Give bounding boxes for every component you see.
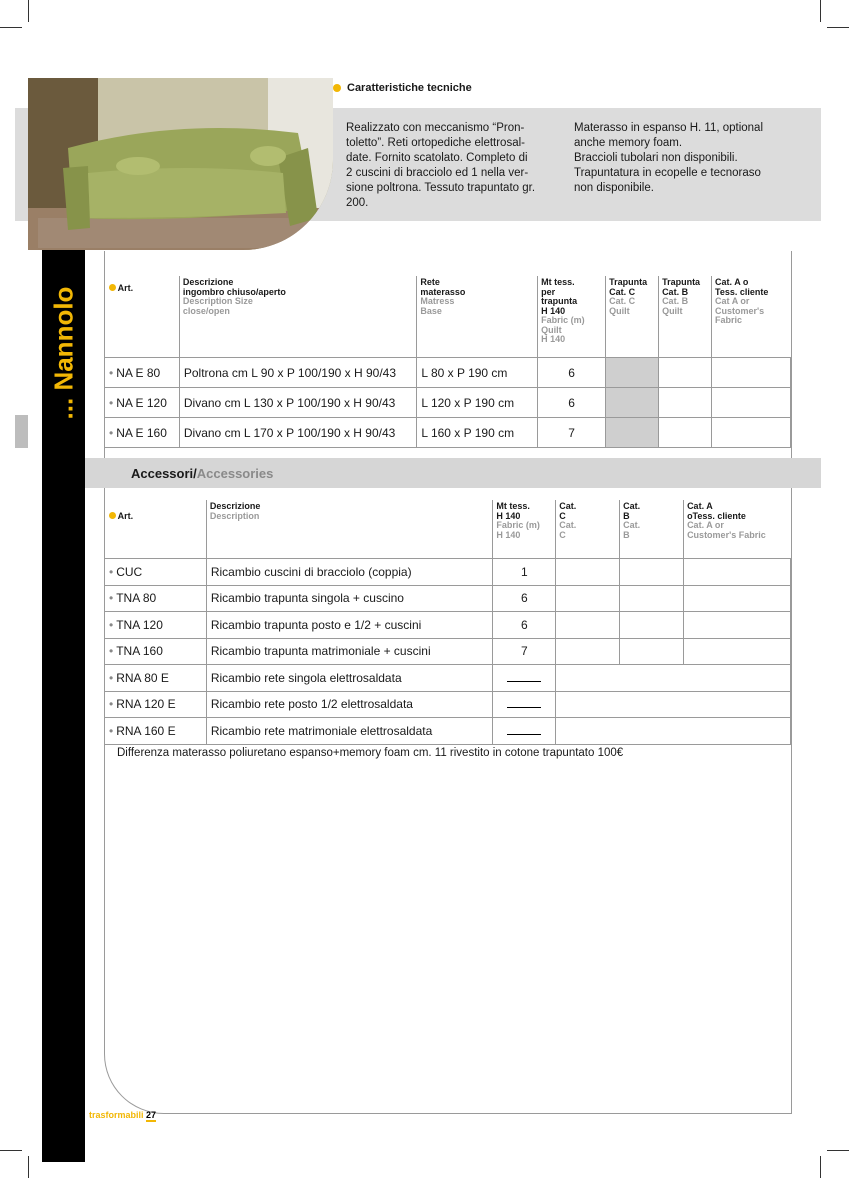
spec-text-col2: Materasso in espanso H. 11, optional anche memory foam. Braccioli tubolari non disponibili. Trapuntatura in ecopelle e tecnoraso non disponibile. [574,122,764,194]
cell-description: Divano cm L 130 x P 100/190 x H 90/43 [179,388,417,418]
accessories-title: Accessori/Accessories [131,466,274,481]
cell-art: • TNA 80 [105,585,207,612]
cell-art: • CUC [105,559,207,586]
cell-fabric: 1 [493,559,556,586]
cell-description: Ricambio rete matrimoniale elettrosaldata [206,718,493,745]
table-row [105,665,791,692]
blank-line [507,699,541,708]
cell-base: L 160 x P 190 cm [417,418,538,448]
cell-cat-a [712,418,791,448]
cell-cat-c [556,585,620,612]
cell-cat-c [556,638,620,665]
cell-description: Poltrona cm L 90 x P 100/190 x H 90/43 [179,358,417,388]
cell-fabric: 6 [493,585,556,612]
crop-mark [827,1150,849,1151]
cell-fabric [493,665,556,692]
cell-art: • NA E 120 [105,388,180,418]
cell-cat-a [684,612,791,639]
cell-description: Ricambio cuscini di bracciolo (coppia) [206,559,493,586]
header-base: Rete materasso Matress Base [417,276,538,358]
product-photo [28,78,333,250]
header-description: Descrizione ingombro chiuso/aperto Description Size close/open [179,276,417,358]
header-fabric: Mt tess. H 140 Fabric (m) H 140 [493,500,556,559]
spec-text-col1: Realizzato con meccanismo “Pron- toletto”. Reti ortopediche elettrosal- date. Fornito scatolato. Completo di 2 cuscini di bracciolo ed 1 nella ver- sione poltrona. Tessuto trapuntato gr. 200. [346,122,536,209]
header-cat-a: Cat. A oTess. cliente Cat. A or Customer's Fabric [684,500,791,559]
cell-cat-a [712,358,791,388]
cell-fabric [493,691,556,718]
header-cat-a: Cat. A o Tess. cliente Cat A or Customer's Fabric [712,276,791,358]
cell-quilt-c [606,418,659,448]
cell-fabric: 6 [538,388,606,418]
cell-cat-b [620,585,684,612]
mattress-note: Differenza materasso poliuretano espanso+memory foam cm. 11 rivestito in cotone trapuntato 100€ [117,747,624,759]
cell-fabric: 7 [538,418,606,448]
page-footer: trasformabili 27 [89,1110,157,1120]
crop-mark [28,0,29,22]
cell-art: • TNA 120 [105,612,207,639]
cell-cat-c [556,559,620,586]
cell-quilt-b [659,418,712,448]
cell-empty [556,665,791,692]
spec-title: Caratteristiche tecniche [333,82,472,94]
blank-line [507,673,541,682]
table-row [105,585,791,612]
cell-description: Ricambio trapunta posto e 1/2 + cuscini [206,612,493,639]
cell-quilt-b [659,358,712,388]
cell-fabric [493,718,556,745]
cell-fabric: 7 [493,638,556,665]
table-row [105,418,791,448]
cell-art: • NA E 80 [105,358,180,388]
header-quilt-b: Trapunta Cat. B Cat. B Quilt [659,276,712,358]
bullet-dot-icon [333,84,341,92]
table-row [105,612,791,639]
cell-cat-b [620,638,684,665]
header-art: Art. [105,500,207,559]
crop-mark [0,27,22,28]
side-marker [15,415,28,448]
page-number: 27 [146,1110,157,1120]
product-name: ... Nannolo [48,286,78,420]
cell-cat-a [684,585,791,612]
bullet-dot-icon [109,284,116,291]
table-row [105,638,791,665]
cell-cat-a [684,638,791,665]
cell-cat-b [620,612,684,639]
cell-quilt-b [659,388,712,418]
cell-description: Ricambio rete singola elettrosaldata [206,665,493,692]
cell-fabric: 6 [538,358,606,388]
table-header [105,276,791,358]
header-art: Art. [105,276,180,358]
bullet-dot-icon [109,512,116,519]
cell-art: • RNA 120 E [105,691,207,718]
cell-art: • NA E 160 [105,418,180,448]
header-description: Descrizione Description [206,500,493,559]
cell-empty [556,718,791,745]
product-table [104,276,791,448]
table-header [105,500,791,559]
cell-cat-b [620,559,684,586]
cell-art: • RNA 80 E [105,665,207,692]
crop-mark [827,27,849,28]
cell-art: • RNA 160 E [105,718,207,745]
header-cat-c: Cat. C Cat. C [556,500,620,559]
cell-quilt-c [606,388,659,418]
header-fabric: Mt tess. per trapunta H 140 Fabric (m) Quilt H 140 [538,276,606,358]
crop-mark [820,1156,821,1178]
cell-description: Ricambio trapunta singola + cuscino [206,585,493,612]
cell-art: • TNA 160 [105,638,207,665]
cell-base: L 80 x P 190 cm [417,358,538,388]
cell-description: Ricambio rete posto 1/2 elettrosaldata [206,691,493,718]
cell-cat-a [712,388,791,418]
header-cat-b: Cat. B Cat. B [620,500,684,559]
crop-mark [0,1150,22,1151]
blank-line [507,726,541,735]
crop-mark [28,1156,29,1178]
table-row [105,691,791,718]
cell-fabric: 6 [493,612,556,639]
cell-cat-c [556,612,620,639]
table-row [105,559,791,586]
cell-empty [556,691,791,718]
table-row [105,388,791,418]
cell-cat-a [684,559,791,586]
cell-description: Ricambio trapunta matrimoniale + cuscini [206,638,493,665]
cell-description: Divano cm L 170 x P 100/190 x H 90/43 [179,418,417,448]
cell-base: L 120 x P 190 cm [417,388,538,418]
accessories-table [104,500,791,745]
cell-quilt-c [606,358,659,388]
crop-mark [820,0,821,22]
table-row [105,358,791,388]
table-row [105,718,791,745]
header-quilt-c: Trapunta Cat. C Cat. C Quilt [606,276,659,358]
